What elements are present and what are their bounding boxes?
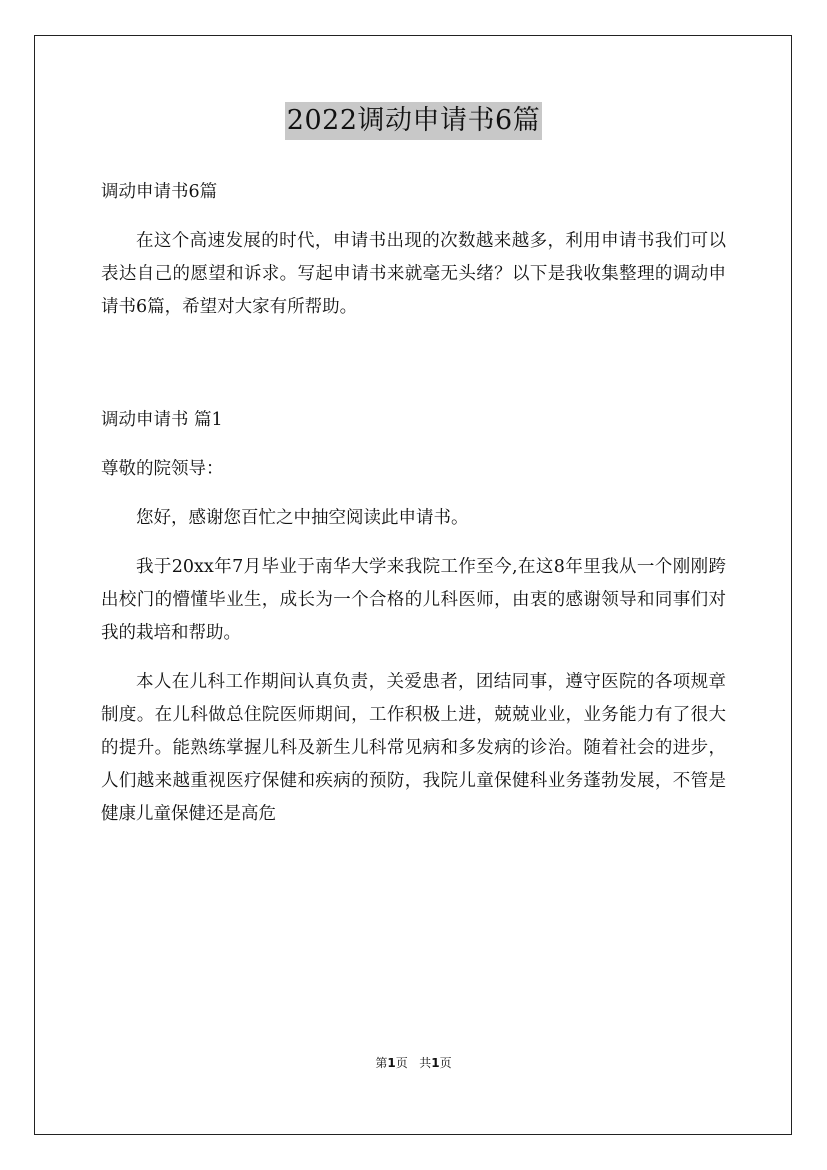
intro-paragraph: 在这个高速发展的时代，申请书出现的次数越来越多，利用申请书我们可以表达自己的愿望和诉求。写起申请书来就毫无头绪？以下是我收集整理的调动申请书6篇，希望对大家有所帮助。 (101, 231, 726, 317)
page-suffix: 页 (395, 1056, 408, 1070)
title-wrap (0, 102, 827, 140)
document-body (101, 176, 726, 831)
page-number: 1 (387, 1056, 396, 1070)
total-prefix: 共 (419, 1056, 432, 1070)
page-prefix: 第 (375, 1056, 388, 1070)
spacer (101, 209, 726, 225)
body-paragraph: 您好，感谢您百忙之中抽空阅读此申请书。 (136, 508, 469, 528)
body-paragraph: 本人在儿科工作期间认真负责，关爱患者，团结同事，遵守医院的各项规章制度。在儿科做总住院医师期间，工作积极上进，兢兢业业，业务能力有了很大的提升。能熟练掌握儿科及新生儿科常见病和多发病的诊治。随着社会的进步，人们越来越重视医疗保健和疾病的预防，我院儿童保健科业务蓬勃发展，不管是健康儿童保健还是高危 (101, 672, 726, 824)
total-pages: 1 (431, 1056, 440, 1070)
page-footer (0, 1054, 827, 1071)
spacer (101, 535, 726, 551)
document-subtitle: 调动申请书6篇 (101, 182, 218, 202)
spacer (101, 650, 726, 666)
spacer (101, 324, 726, 404)
spacer (101, 437, 726, 453)
section-heading: 调动申请书 篇1 (101, 410, 223, 430)
total-suffix: 页 (439, 1056, 452, 1070)
document-title: 2022调动申请书6篇 (285, 102, 542, 140)
salutation: 尊敬的院领导： (101, 459, 224, 479)
body-paragraph: 我于20xx年7月毕业于南华大学来我院工作至今,在这8年里我从一个刚刚跨出校门的懵懂毕业生，成长为一个合格的儿科医师，由衷的感谢领导和同事们对我的栽培和帮助。 (101, 557, 726, 643)
spacer (101, 486, 726, 502)
